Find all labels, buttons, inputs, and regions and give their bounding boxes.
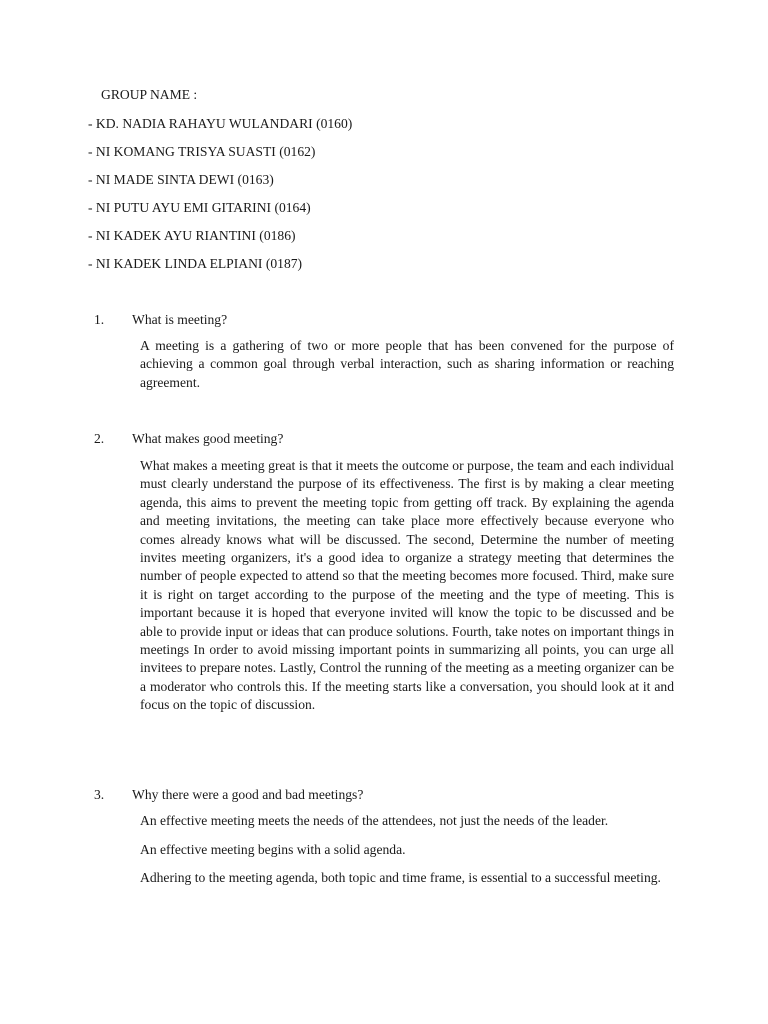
question-text: Why there were a good and bad meetings? <box>132 787 364 802</box>
answer-paragraph: An effective meeting meets the needs of the attendees, not just the needs of the leader. <box>140 813 609 828</box>
group-member: - NI MADE SINTA DEWI (0163) <box>88 172 274 187</box>
question-number: 2. <box>94 431 105 446</box>
group-member: - KD. NADIA RAHAYU WULANDARI (0160) <box>88 116 353 131</box>
group-name-heading: GROUP NAME : <box>101 87 198 102</box>
answer-paragraph: An effective meeting begins with a solid agenda. <box>140 842 406 857</box>
group-member: - NI PUTU AYU EMI GITARINI (0164) <box>88 200 311 215</box>
group-member: - NI KADEK AYU RIANTINI (0186) <box>88 228 296 243</box>
group-member: - NI KADEK LINDA ELPIANI (0187) <box>88 256 303 271</box>
question-number: 3. <box>94 787 105 802</box>
answer-paragraph: A meeting is a gathering of two or more people that has been convened for the purpose of achieving a common goal through verbal interaction, such as sharing information or reaching agreement. <box>140 338 674 390</box>
answer-paragraph: What makes a meeting great is that it meets the outcome or purpose, the team and each individual must clearly understand the purpose of its effectiveness. The first is by making a clear meeting agenda, this aims to prevent the meeting topic from getting off track. By explaining the agenda and meeting invitations, the meeting can take place more effectively because everyone who comes already knows what will be discussed. The second, Determine the number of meeting invites meeting organizers, it's a good idea to organize a strategy meeting that determines the number of people expected to attend so that the meeting becomes more focused. Third, make sure it is right on target according to the purpose of the meeting and the type of meeting. This is important because it is hoped that everyone invited will know the topic to be discussed and be able to provide input or ideas that can produce solutions. Fourth, take notes on important things in meetings In order to avoid missing important points in summarizing all points, you can urge all invitees to prepare notes. Lastly, Control the running of the meeting as a meeting organizer can be a moderator who controls this. If the meeting starts like a conversation, you should look at it and focus on the topic of discussion. <box>140 458 674 713</box>
question-text: What makes good meeting? <box>132 431 284 446</box>
group-member: - NI KOMANG TRISYA SUASTI (0162) <box>88 144 316 159</box>
answer-paragraph: Adhering to the meeting agenda, both topic and time frame, is essential to a successful meeting. <box>140 870 661 885</box>
question-text: What is meeting? <box>132 312 228 327</box>
question-number: 1. <box>94 312 105 327</box>
